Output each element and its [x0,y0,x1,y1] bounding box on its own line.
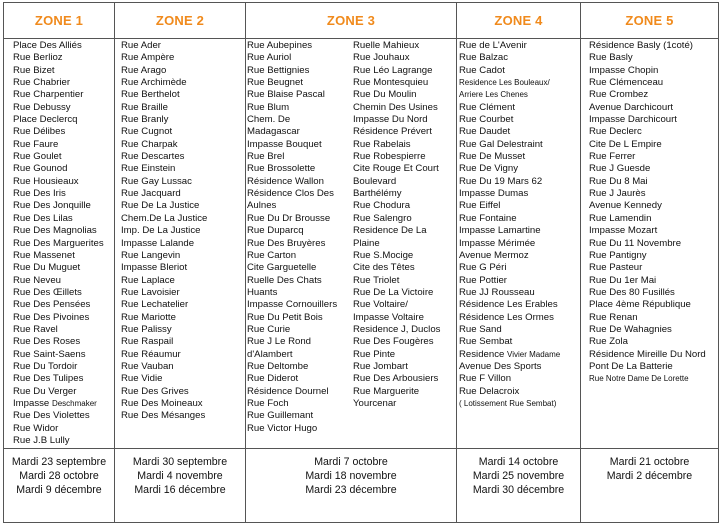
street-name: Rue Réaumur [121,348,181,360]
street-name: Rue De La Victoire [353,286,434,298]
collection-schedule-table [3,2,719,523]
street-name: Rue Des Fougères [353,336,434,348]
street-name: Rue Du Tordoir [13,360,78,372]
street-name: Impasse Deschmaker [13,397,97,409]
street-name: Yourcenar [353,397,397,409]
street-name: Rue Ader [121,40,162,51]
street-name: Rue Jacquard [121,188,181,200]
collection-date: Mardi 16 décembre [134,484,226,496]
street-name: Rue Delacroix [459,385,520,397]
zone-2-street-list [121,40,207,423]
street-name: Rue Langevin [121,249,181,261]
street-name: Rue Curie [247,323,291,335]
street-name: Boulevard [353,175,397,187]
street-name: Rue Du Moulin [353,89,417,101]
street-name: Arriere Les Chenes [459,90,528,100]
collection-date: Mardi 23 septembre [11,456,107,468]
street-name: Chem.De La Justice [121,212,208,224]
street-name: Avenue Darchicourt [589,101,674,113]
street-name: Impasse Dumas [459,188,529,200]
street-name: Rue Courbet [459,114,514,126]
street-name: Rue Cugnot [121,126,173,138]
street-name: Ruelle Des Chats [247,274,322,286]
street-name: Rue Des Mésanges [121,410,206,422]
street-name: Rue Montesquieu [353,77,429,89]
street-name: Rue Massenet [13,249,75,261]
street-name: Rue F Villon [459,373,512,385]
street-name: Cite des Têtes [353,262,415,274]
collection-date: Mardi 9 décembre [16,484,102,496]
street-name: Impasse Darchicourt [589,114,677,126]
street-name: ( Lotissement Rue Sembat) [459,398,557,408]
zone-2-header: ZONE 2 [155,13,205,28]
street-name: Rue Salengro [353,212,412,224]
zone-3-street-list-right [353,40,440,410]
street-name: Rue G Péri [459,262,507,274]
street-name: Cite Garguetelle [247,262,317,274]
street-name: Rue Guillemant [247,410,314,422]
street-name: Rue Basly [589,52,633,64]
street-name: Rue Lechatelier [121,299,189,311]
street-name: Rue Palissy [121,323,172,335]
header-divider [4,38,718,39]
street-name: Chem. De [247,114,291,126]
street-name: Cite Rouge Et Court [353,163,439,175]
street-name: Rue De Vigny [459,163,519,175]
collection-date: Mardi 25 novembre [472,470,565,482]
street-name: Rue Zola [589,336,628,348]
street-name: Rue Vidie [121,373,163,385]
street-name: Pont De La Batterie [589,360,673,372]
column-divider [114,3,115,522]
street-name: Rue Notre Dame De Lorette [589,374,689,384]
street-name: Impasse Chopin [589,64,659,76]
street-name: Rue Arago [121,64,167,76]
street-name: Rue Pantigny [589,249,647,261]
street-name: Chemin Des Usines [353,101,438,113]
street-name: Rue Rabelais [353,138,411,150]
collection-date: Mardi 21 octobre [609,456,690,468]
street-name: Rue Carton [247,249,297,261]
street-name: Rue Marguerite [353,385,420,397]
street-name: Rue de L'Avenir [459,40,527,51]
street-name: Rue Bettignies [247,64,310,76]
street-name: Résidence Wallon [247,175,324,187]
street-name: Rue Du Petit Bois [247,311,323,323]
column-divider [580,3,581,522]
street-name: Rue J Le Rond [247,336,311,348]
street-name: Rue Des 80 Fusillés [589,286,675,298]
street-name: Rue Saint-Saens [13,348,86,360]
street-name: Rue Jouhaux [353,52,410,64]
street-name: Rue Du Muguet [13,262,81,274]
street-name: Résidence Les Erables [459,299,558,311]
zone-1-dates [4,455,114,503]
street-name: Rue Triolet [353,274,400,286]
street-name: Rue Lavoisier [121,286,180,298]
street-name: Madagascar [247,126,300,138]
street-name: Rue Einstein [121,163,176,175]
street-name: Rue Des Bruyères [247,237,326,249]
street-name: Place 4ème République [589,299,691,311]
street-name: Rue Sembat [459,336,513,348]
street-name: Impasse Lalande [121,237,195,249]
zone-4-dates [457,455,580,503]
street-name: Avenue Kennedy [589,200,662,212]
street-name: Rue Faure [13,138,59,150]
street-name: Rue Des Moineaux [121,397,203,409]
street-name: Rue Foch [247,397,289,409]
street-name: Rue Bizet [13,64,55,76]
zone-4-street-list [459,40,560,410]
street-name: Rue Ampère [121,52,175,64]
street-name: Rue Ravel [13,323,58,335]
street-name: Rue Chodura [353,200,411,212]
street-name: Rue Gal Delestraint [459,138,543,150]
street-name: Impasse Du Nord [353,114,428,126]
street-name: Rue Ferrer [589,151,636,163]
street-name: Rue Des Jonquille [13,200,91,212]
street-name: d'Alambert [247,348,293,360]
street-name: Impasse Mozart [589,225,658,237]
street-name: Residence Vivier Madame [459,348,561,360]
street-name: Rue Brossolette [247,163,316,175]
street-name: Rue Léo Lagrange [353,64,433,76]
street-name: Rue Des Violettes [13,410,90,422]
street-name: Résidence Clos Des [247,188,334,200]
street-name: Rue Délibes [13,126,66,138]
street-name: Barthélémy [353,188,402,200]
street-name: Résidence Les Ormes [459,311,554,323]
street-name: Rue Declerc [589,126,642,138]
street-name: Rue Fontaine [459,212,517,224]
street-name: Résidence Basly (1coté) [589,40,693,51]
street-name: Impasse Cornouillers [247,299,338,311]
street-name: Rue Des Pivoines [13,311,90,323]
street-name: Rue Charpak [121,138,178,150]
zone-3-dates [246,455,456,503]
street-name: Rue Auriol [247,52,292,64]
street-name: Rue Des Arbousiers [353,373,439,385]
street-name: Rue Clément [459,101,515,113]
street-name: Rue Deltombe [247,360,309,372]
street-name: Place Des Alliés [13,40,82,51]
street-name: Rue Vauban [121,360,174,372]
zone-5-header: ZONE 5 [625,13,674,28]
street-name: Rue J Jaurès [589,188,646,200]
street-name: Rue J Guesde [589,163,651,175]
street-name: Rue Des Grives [121,385,189,397]
street-name: Rue Pottier [459,274,507,286]
zone-5-dates [581,455,718,503]
street-name: Rue Du Dr Brousse [247,212,331,224]
street-name: Rue Duparcq [247,225,304,237]
street-name: Rue Cadot [459,64,505,76]
street-name: Rue Lamendin [589,212,652,224]
street-name: Rue Gounod [13,163,68,175]
street-name: Rue Daudet [459,126,511,138]
collection-date: Mardi 14 octobre [478,456,559,468]
street-name: Rue Des Marguerites [13,237,104,249]
street-name: Rue Balzac [459,52,509,64]
street-name: Rue J.B Lully [13,435,70,446]
street-name: Rue De Wahagnies [589,323,672,335]
street-name: Rue Neveu [13,274,61,286]
street-name: Residence Les Bouleaux/ [459,78,550,88]
street-name: Impasse Bouquet [247,138,322,150]
street-name: Impasse Lamartine [459,225,541,237]
dates-divider [4,448,718,449]
street-name: Rue JJ Rousseau [459,286,535,298]
street-name: Rue Berlioz [13,52,63,64]
street-name: Rue Berthelot [121,89,180,101]
street-name: Rue Victor Hugo [247,422,318,434]
street-name: Rue Housieaux [13,175,79,187]
street-name: Rue Widor [13,422,59,434]
collection-date: Mardi 2 décembre [606,470,693,482]
street-name: Rue Renan [589,311,638,323]
street-name: Rue Clémenceau [589,77,664,89]
street-name: Aulnes [247,200,277,212]
zone-2-dates [115,455,245,503]
street-name: Rue Branly [121,114,169,126]
street-name: Rue Gay Lussac [121,175,192,187]
street-name: Huants [247,286,278,298]
street-name: Impasse Bleriot [121,262,188,274]
street-name: Rue Blum [247,101,290,113]
street-name: Rue Brel [247,151,285,163]
street-name: Rue De Musset [459,151,526,163]
street-name: Residence De La [353,225,427,237]
street-name: Rue Beugnet [247,77,304,89]
street-name: Rue Eiffel [459,200,501,212]
street-name: Rue Blaise Pascal [247,89,325,101]
street-name: Rue Des Iris [13,188,66,200]
zone-5-street-list [589,40,706,386]
street-name: Rue Raspail [121,336,174,348]
street-name: Rue Goulet [13,151,62,163]
street-name: Rue De La Justice [121,200,200,212]
collection-date: Mardi 4 novembre [137,470,223,482]
street-name: Rue Jombart [353,360,408,372]
zone-3-header: ZONE 3 [326,13,376,28]
street-name: Rue Mariotte [121,311,176,323]
street-name: Ruelle Mahieux [353,40,420,51]
street-name: Rue Debussy [13,101,71,113]
collection-date: Mardi 7 octobre [314,456,388,468]
zone-3-street-list-left [247,40,337,435]
street-name: Rue Du 19 Mars 62 [459,175,543,187]
street-name: Impasse Mérimée [459,237,536,249]
column-divider [456,3,457,522]
street-name: Avenue Des Sports [459,360,542,372]
column-divider [245,3,246,522]
zone-4-header: ZONE 4 [494,13,543,28]
street-name: Residence J, Duclos [353,323,441,335]
street-name: Rue Chabrier [13,77,71,89]
street-name: Résidence Prévert [353,126,432,138]
street-name: Rue Sand [459,323,502,335]
street-name: Plaine [353,237,380,249]
street-name: Avenue Mermoz [459,249,529,261]
street-name: Rue Du 1er Mai [589,274,657,286]
street-name: Rue Diderot [247,373,299,385]
street-name: Rue Charpentier [13,89,84,101]
collection-date: Mardi 28 octobre [19,470,99,482]
street-name: Rue Du 8 Mai [589,175,648,187]
street-name: Rue Du 11 Novembre [589,237,682,249]
street-name: Rue S.Mocige [353,249,414,261]
street-name: Rue Des Roses [13,336,81,348]
zone-1-street-list [13,40,104,447]
collection-date: Mardi 30 décembre [472,484,565,496]
street-name: Imp. De La Justice [121,225,201,237]
collection-date: Mardi 30 septembre [132,456,228,468]
street-name: Rue Descartes [121,151,185,163]
collection-date: Mardi 23 décembre [305,484,397,496]
street-name: Rue Des Magnolias [13,225,97,237]
street-name: Rue Archimède [121,77,187,89]
street-name: Résidence Dournel [247,385,329,397]
street-name: Rue Des Tulipes [13,373,84,385]
street-name: Rue Crombez [589,89,649,101]
street-name: Rue Des Pensées [13,299,91,311]
street-name: Impasse Voltaire [353,311,424,323]
street-name: Rue Voltaire/ [353,299,408,311]
street-name: Rue Robespierre [353,151,426,163]
street-name: Résidence Mireille Du Nord [589,348,706,360]
street-name: Rue Du Verger [13,385,77,397]
street-name: Rue Des Lilas [13,212,73,224]
street-name: Rue Pinte [353,348,396,360]
street-name: Rue Pasteur [589,262,643,274]
street-name: Place Declercq [13,114,78,126]
street-name: Rue Des Œillets [13,286,82,298]
street-name: Rue Braille [121,101,168,113]
street-name: Cite De L Empire [589,138,662,150]
zone-1-header: ZONE 1 [34,13,84,28]
street-name: Rue Laplace [121,274,175,286]
street-name: Rue Aubepines [247,40,313,51]
collection-date: Mardi 18 novembre [305,470,397,482]
